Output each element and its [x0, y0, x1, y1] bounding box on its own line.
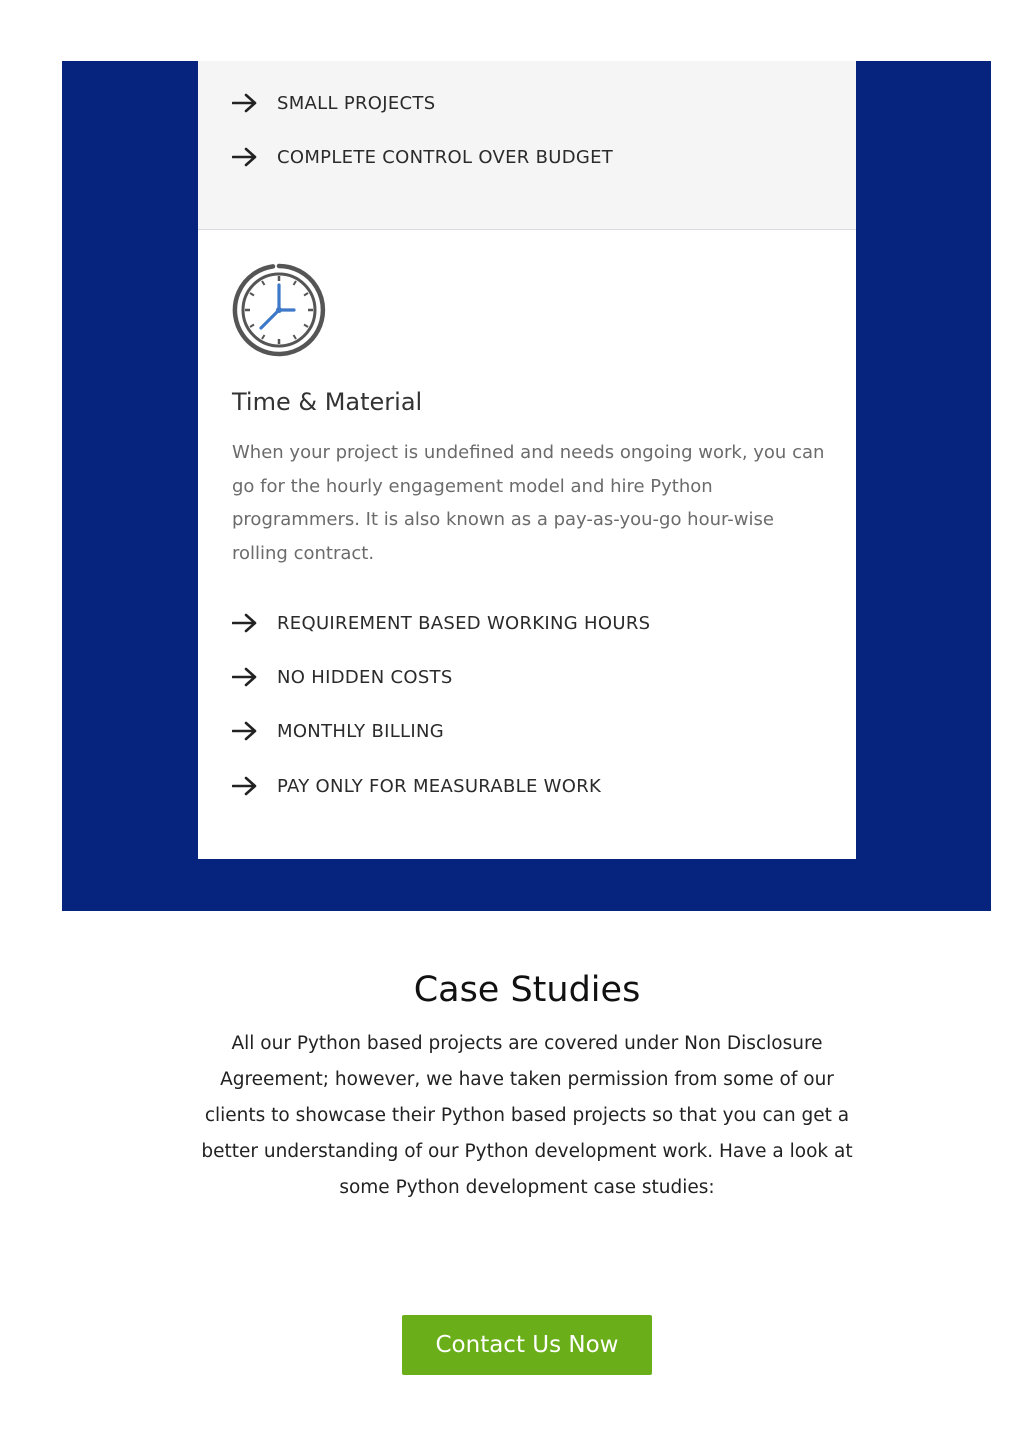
plan-title: Time & Material: [232, 388, 423, 416]
feature-label: REQUIREMENT BASED WORKING HOURS: [277, 612, 651, 634]
feature-label: PAY ONLY FOR MEASURABLE WORK: [277, 775, 602, 797]
feature-label: COMPLETE CONTROL OVER BUDGET: [277, 146, 614, 168]
feature-item-measurable-work: [232, 771, 832, 801]
contact-us-button[interactable]: Contact Us Now: [402, 1315, 652, 1375]
case-studies-title: Case Studies: [413, 970, 641, 1010]
feature-item-no-hidden-costs: [232, 662, 832, 692]
time-material-card: [198, 230, 856, 859]
arrow-right-icon: [232, 776, 258, 796]
plan-description: When your project is undefined and needs ongoing work, you can go for the hourly engagement model and hire Python programmers. It is also known as a pay-as-you-go hour-wise rolling contract.: [232, 442, 825, 564]
arrow-right-icon: [232, 93, 258, 113]
feature-item-working-hours: [232, 608, 832, 638]
arrow-right-icon: [232, 613, 258, 633]
feature-label: SMALL PROJECTS: [277, 92, 436, 114]
arrow-right-icon: [232, 147, 258, 167]
arrow-right-icon: [232, 721, 258, 741]
feature-item-small-projects: [232, 88, 832, 118]
arrow-right-icon: [232, 667, 258, 687]
feature-item-monthly-billing: [232, 716, 832, 746]
case-studies-description: All our Python based projects are covered under Non Disclosure Agreement; however, we have taken permission from some of our clients to showcase their Python based projects so that you can get a better understanding of our Python development work. Have a look at some Python development case studies:: [201, 1033, 853, 1198]
clock-icon: [232, 263, 326, 357]
feature-label: MONTHLY BILLING: [277, 720, 444, 742]
fixed-plan-card-bottom: [198, 61, 856, 230]
feature-label: NO HIDDEN COSTS: [277, 666, 453, 688]
feature-item-budget-control: [232, 142, 832, 172]
